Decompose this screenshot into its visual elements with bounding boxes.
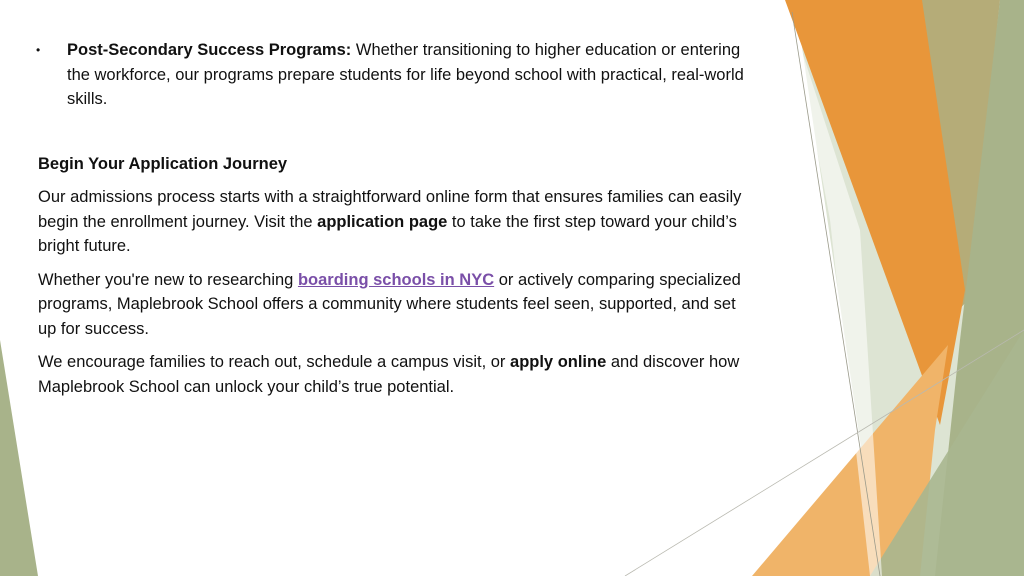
bullet-text: Whether transitioning to higher education or entering the workforce, our programs prepare students for life beyond school with practical, real-world skills. [67,41,744,108]
boarding-schools-link[interactable]: boarding schools in NYC [297,270,495,289]
paragraph-text: to take the first step toward your child’s bright future. [38,212,737,255]
document-body [38,38,758,408]
paragraph-text: We encourage families to reach out, schedule a campus visit, or [38,353,511,371]
paragraph-researching [38,268,758,342]
left-sage-shape [0,340,38,576]
paragraph-text: and discover how Maplebrook School can unlock your child’s true potential. [38,353,740,396]
bullet-title: Post-Secondary Success Programs: [67,41,352,59]
paragraph-text: Our admissions process starts with a straightforward online form that ensures families can easily begin the enrollment journey. Visit the [38,188,742,231]
paragraph-encourage [38,350,758,399]
paragraph-text: Whether you're new to researching [38,270,298,289]
bold-application-page: application page [317,212,448,231]
bullet-icon: • [36,43,41,57]
paragraph-text: or actively comparing specialized programs, Maplebrook School offers a community where students feel seen, supported, and set up for success. [38,270,741,338]
paragraph-admissions [38,185,758,259]
list-item [38,38,758,112]
bold-apply-online: apply online [510,353,607,371]
section-heading: Begin Your Application Journey [38,154,288,173]
